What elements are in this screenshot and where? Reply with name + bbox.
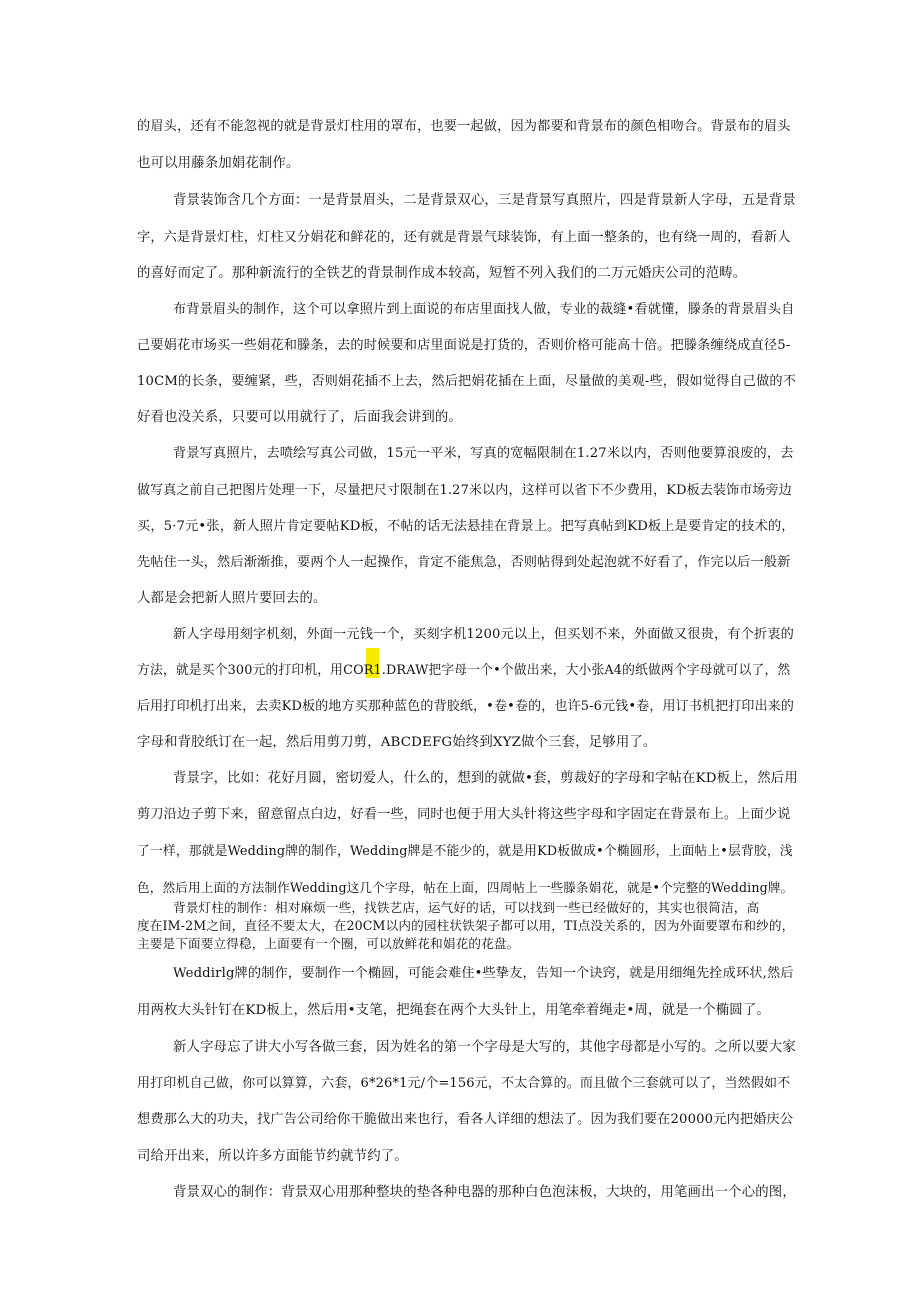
paragraph-line: 也可以用藤条加娟花制作。 <box>137 156 300 171</box>
paragraph-line: 背景字，比如：花好月圆，密切爱人，什么的，想到的就做•套，剪裁好的字母和字帖在KD板上，然后用 <box>173 771 798 786</box>
paragraph-line: 色，然后用上面的方法制作Wedding这几个字母，帖在上面，四周帖上一些滕条娟花，就是•个完整的Wedding牌。 <box>137 880 794 895</box>
paragraph-line: 了一样，那就是Wedding牌的制作，Wedding牌是不能少的，就是用KD板做成•个椭圆形，上面帖上•层背胶，浅 <box>137 844 793 859</box>
paragraph-line: 好看也没关系，只要可以用就行了，后面我会讲到的。 <box>137 410 462 425</box>
paragraph-line: 后用打印机打出来，去卖KD板的地方买那种蓝色的背胶纸，•卷•卷的，也许5-6元钱•卷，用订书机把打印出来的 <box>137 699 795 714</box>
paragraph-line: 想费那么大的功夫，找广告公司给你干脆做出来也行，看各人详细的想法了。因为我们要在20000元内把婚庆公 <box>137 1112 794 1127</box>
paragraph-line: 新人字母忘了讲大小写各做三套，因为姓名的第一个字母是大写的，其他字母都是小写的。之所以要大家 <box>173 1040 796 1055</box>
paragraph-line: 用打印机自己做，你可以算算，六套，6*26*1元/个=156元，不太合算的。而且做个三套就可以了，当然假如不 <box>137 1076 791 1091</box>
paragraph-line: 剪刀沿边子剪下来，留意留点白边，好看一些，同时也便于用大头针将这些字母和字固定在背景布上。上面少说 <box>137 807 791 822</box>
paragraph-line: 司给开出来，所以许多方面能节约就节约了。 <box>137 1149 408 1164</box>
paragraph-line: 10CM的长条，要缠紧，些，否则娟花插不上去，然后把娟花插在上面，尽量做的美观-些，假如觉得自己做的不 <box>137 374 797 389</box>
paragraph-line: 背景双心的制作：背景双心用那种整块的垫各种电器的那种白色泡沫板，大块的，用笔画出一个心的图， <box>173 1185 796 1200</box>
paragraph-line: 人都是会把新人照片要回去的。 <box>137 591 327 606</box>
paragraph-line: 字母和背胶纸订在一起，然后用剪刀剪，ABCDEFG始终到XYZ做个三套，足够用了。 <box>137 735 657 750</box>
paragraph-line: 用两枚大头针钉在KD板上，然后用•支笔，把绳套在两个大头针上，用笔牵着绳走•周，就是一个椭圆了。 <box>137 1003 770 1018</box>
paragraph-line: 背景灯柱的制作：相对麻烦一些，找铁艺店，运气好的话，可以找到一些已经做好的，其实也很简洁，高 <box>173 900 760 915</box>
paragraph-line: 的眉头，还有不能忽视的就是背景灯柱用的罩布，也要一起做，因为都要和背景布的颜色相吻合。背景布的眉头 <box>137 119 791 134</box>
paragraph-line: 先帖住一头，然后渐渐推，要两个人一起操作，肯定不能焦急，否则帖得到处起泡就不好看了，作完以后一般新 <box>137 555 791 570</box>
paragraph-line: 字，六是背景灯柱，灯柱又分娟花和鲜花的，还有就是背景气球装饰，有上面一整条的，也有绕一周的，看新人 <box>137 230 791 245</box>
paragraph-line: 背景写真照片，去喷绘写真公司做，15元一平米，写真的宽幅限制在1.27米以内，否则他要算浪废的，去 <box>173 446 794 461</box>
paragraph-line: 的喜好而定了。那种新流行的全铁艺的背景制作成本较高，短暂不列入我们的二万元婚庆公司的范畴。 <box>137 266 747 281</box>
paragraph-line: 布背景眉头的制作，这个可以拿照片到上面说的布店里面找人做，专业的裁缝•看就懂，滕条的背景眉头自 <box>173 302 795 317</box>
paragraph-line: 买，5·7元•张，新人照片肯定要帖KD板，不帖的话无法悬挂在背景上。把写真帖到KD板上是要肯定的技术的， <box>137 519 795 534</box>
paragraph-line: 新人字母用刻字机刻，外面一元钱一个，买刻字机1200元以上，但买划不来，外面做又很贵，有个折衷的 <box>173 627 795 642</box>
paragraph-line: 主要是下面要立得稳，上面要有一个圈，可以放鲜花和娟花的花盘。 <box>137 936 520 951</box>
paragraph-line: 方法，就是买个300元的打印机，用COR1.DRAW把字母一个•个做出来，大小张A4的纸做两个字母就可以了，然 <box>137 663 791 678</box>
paragraph-line: Weddirlg牌的制作，要制作一个椭圆，可能会难住•些挚友，告知一个诀窍，就是用细绳先拴成环状,然后 <box>173 966 794 981</box>
paragraph-line: 度在IM-2M之间，直径不要太大，在20CM以内的园柱状铁架子都可以用，TI点没关系的，因为外面要罩布和纱的， <box>137 918 795 933</box>
paragraph-line: 背景装饰含几个方面：一是背景眉头，二是背景双心，三是背景写真照片，四是背景新人字母，五是背景 <box>173 193 796 208</box>
paragraph-line: 做写真之前自己把图片处理一下，尽量把尺寸限制在1.27米以内，这样可以省下不少费用，KD板去装饰市场旁边 <box>137 483 792 498</box>
paragraph-line: 己要娟花市场买一些娟花和滕条，去的时候要和店里面说是打货的，否则价格可能高十倍。把滕条缠绕成直径5- <box>137 338 791 353</box>
